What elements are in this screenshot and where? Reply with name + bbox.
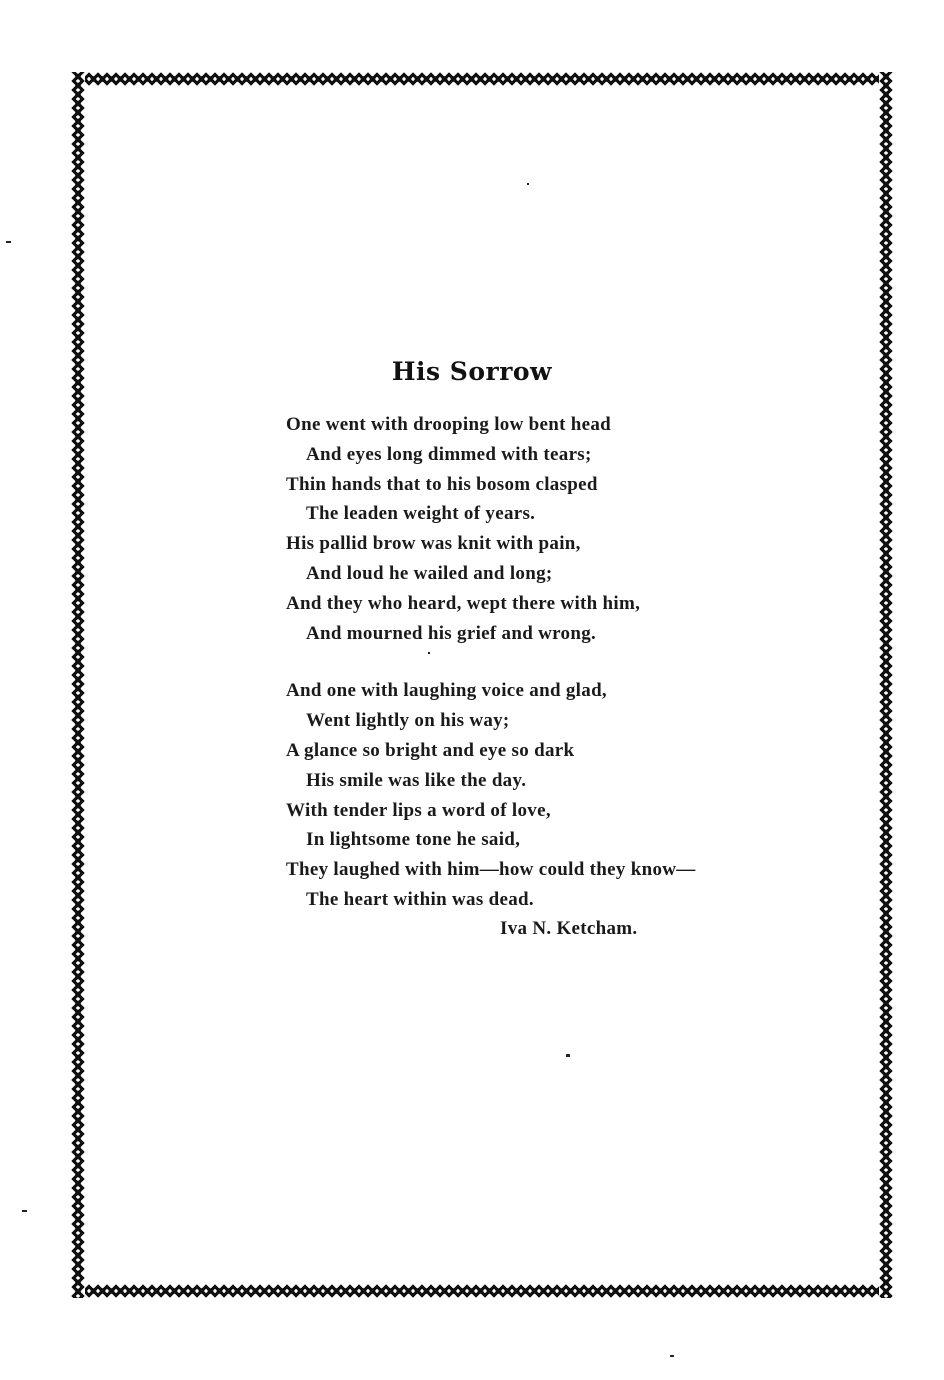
poem-line: Went lightly on his way; (306, 710, 510, 732)
poem-line: And one with laughing voice and glad, (286, 680, 607, 702)
stanza-2 (286, 676, 846, 914)
poem-line: His smile was like the day. (306, 769, 527, 791)
scan-speck (6, 241, 11, 243)
author-signature: Iva N. Ketcham. (500, 918, 638, 939)
poem-line: And loud he wailed and long; (306, 562, 553, 584)
poem-line: With tender lips a word of love, (286, 799, 551, 821)
scan-speck (527, 183, 529, 185)
scan-speck (670, 1355, 674, 1357)
border-left (71, 72, 85, 1298)
poem-body (286, 410, 846, 915)
poem-line: And they who heard, wept there with him, (286, 592, 641, 614)
poem-line: The heart within was dead. (306, 888, 534, 910)
poem-line: In lightsome tone he said, (306, 829, 521, 851)
stanza-gap (286, 648, 846, 676)
poem-line: His pallid brow was knit with pain, (286, 533, 581, 555)
poem-title: His Sorrow (391, 357, 553, 386)
border-top (71, 72, 893, 86)
scan-speck (566, 1054, 570, 1057)
scan-speck (22, 1210, 27, 1212)
border-right (879, 72, 893, 1298)
poem-line: The leaden weight of years. (306, 503, 536, 525)
scan-speck (428, 652, 430, 654)
poem-line: And mourned his grief and wrong. (306, 622, 597, 644)
poem-line: And eyes long dimmed with tears; (306, 443, 592, 465)
poem-line: One went with drooping low bent head (286, 414, 612, 435)
poem-line: A glance so bright and eye so dark (286, 739, 575, 761)
poem-line: Thin hands that to his bosom clasped (286, 473, 598, 495)
poem-line: They laughed with him—how could they know— (286, 859, 696, 881)
border-bottom (71, 1284, 893, 1298)
stanza-1 (286, 410, 846, 648)
